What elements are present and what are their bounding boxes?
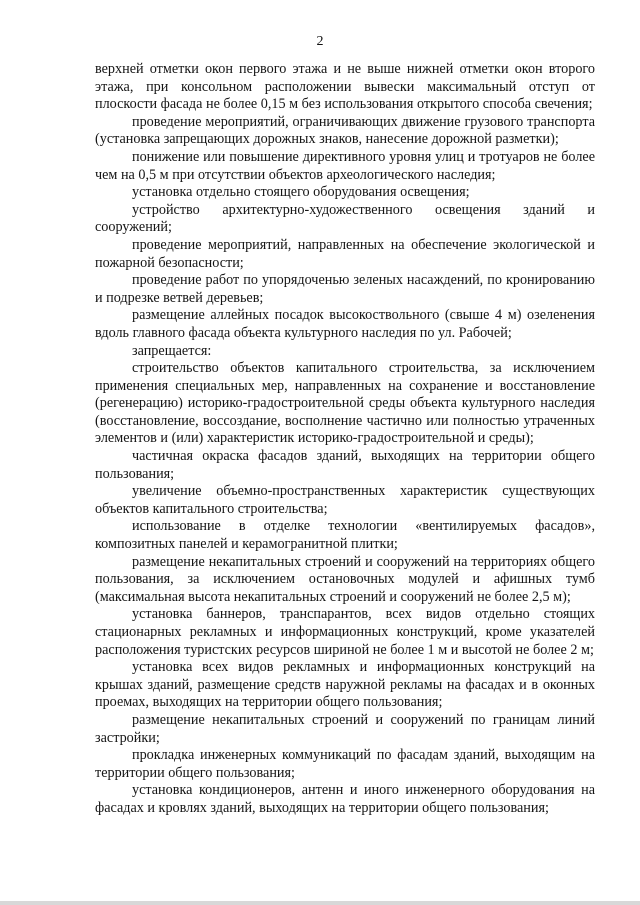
page-bottom-edge <box>0 901 640 905</box>
paragraph: размещение некапитальных строений и сооружений на территориях общего пользования, за исключением остановочных модулей и афишных тумб (максимальная высота некапитальных строений и сооружений не более 2,5 м); <box>95 553 595 605</box>
paragraph: использование в отделке технологии «вентилируемых фасадов», композитных панелей и керамогранитной плитки; <box>95 518 595 553</box>
paragraph: устройство архитектурно-художественного освещения зданий и сооружений; <box>95 201 595 236</box>
paragraph: проведение мероприятий, направленных на обеспечение экологической и пожарной безопасности; <box>95 236 595 271</box>
paragraph: установка всех видов рекламных и информационных конструкций на крышах зданий, размещение средств наружной рекламы на фасадах и в оконных проемах, выходящих на территории общего пользования; <box>95 659 595 711</box>
paragraph: размещение аллейных посадок высокоствольного (свыше 4 м) озеленения вдоль главного фасада объекта культурного наследия по ул. Рабочей; <box>95 307 595 341</box>
paragraph: установка баннеров, транспарантов, всех видов отдельно стоящих стационарных рекламных и информационных конструкций, кроме указателей расположения туристских ресурсов шириной не более 1 м и высотой не более 2 м; <box>95 606 595 658</box>
paragraph: проведение работ по упорядоченью зеленых насаждений, по кронированию и подрезке ветвей деревьев; <box>95 272 595 306</box>
paragraph: размещение некапитальных строений и сооружений по границам линий застройки; <box>95 711 595 746</box>
paragraph: установка отдельно стоящего оборудования освещения; <box>132 184 470 201</box>
paragraph: частичная окраска фасадов зданий, выходящих на территории общего пользования; <box>95 448 595 482</box>
page-number: 2 <box>316 34 324 49</box>
document-body <box>95 61 595 818</box>
paragraph: установка кондиционеров, антенн и иного инженерного оборудования на фасадах и кровлях зданий, выходящих на территории общего пользования; <box>95 782 595 816</box>
paragraph: понижение или повышение директивного уровня улиц и тротуаров не более чем на 0,5 м при отсутствии объектов археологического наследия; <box>95 148 595 183</box>
paragraph: прокладка инженерных коммуникаций по фасадам зданий, выходящим на территории общего пользования; <box>95 747 595 781</box>
paragraph: увеличение объемно-пространственных характеристик существующих объектов капитального строительства; <box>95 483 595 517</box>
paragraph: строительство объектов капитального строительства, за исключением применения специальных мер, направленных на сохранение и восстановление (регенерацию) историко-градостроительной среды объекта культурного наследия (восстановление, воссоздание, восполнение частично или полностью утраченных элементов и (или) характеристик историко-градостроительной и среды); <box>95 360 595 447</box>
paragraph: верхней отметки окон первого этажа и не выше нижней отметки окон второго этажа, при консольном расположении вывески максимальный отступ от плоскости фасада не более 0,15 м без использования открытого способа свечения; <box>95 61 595 113</box>
paragraph-heading: запрещается: <box>132 342 212 359</box>
paragraph: проведение мероприятий, ограничивающих движение грузового транспорта (установка запрещающих дорожных знаков, нанесение дорожной разметки); <box>95 113 595 148</box>
